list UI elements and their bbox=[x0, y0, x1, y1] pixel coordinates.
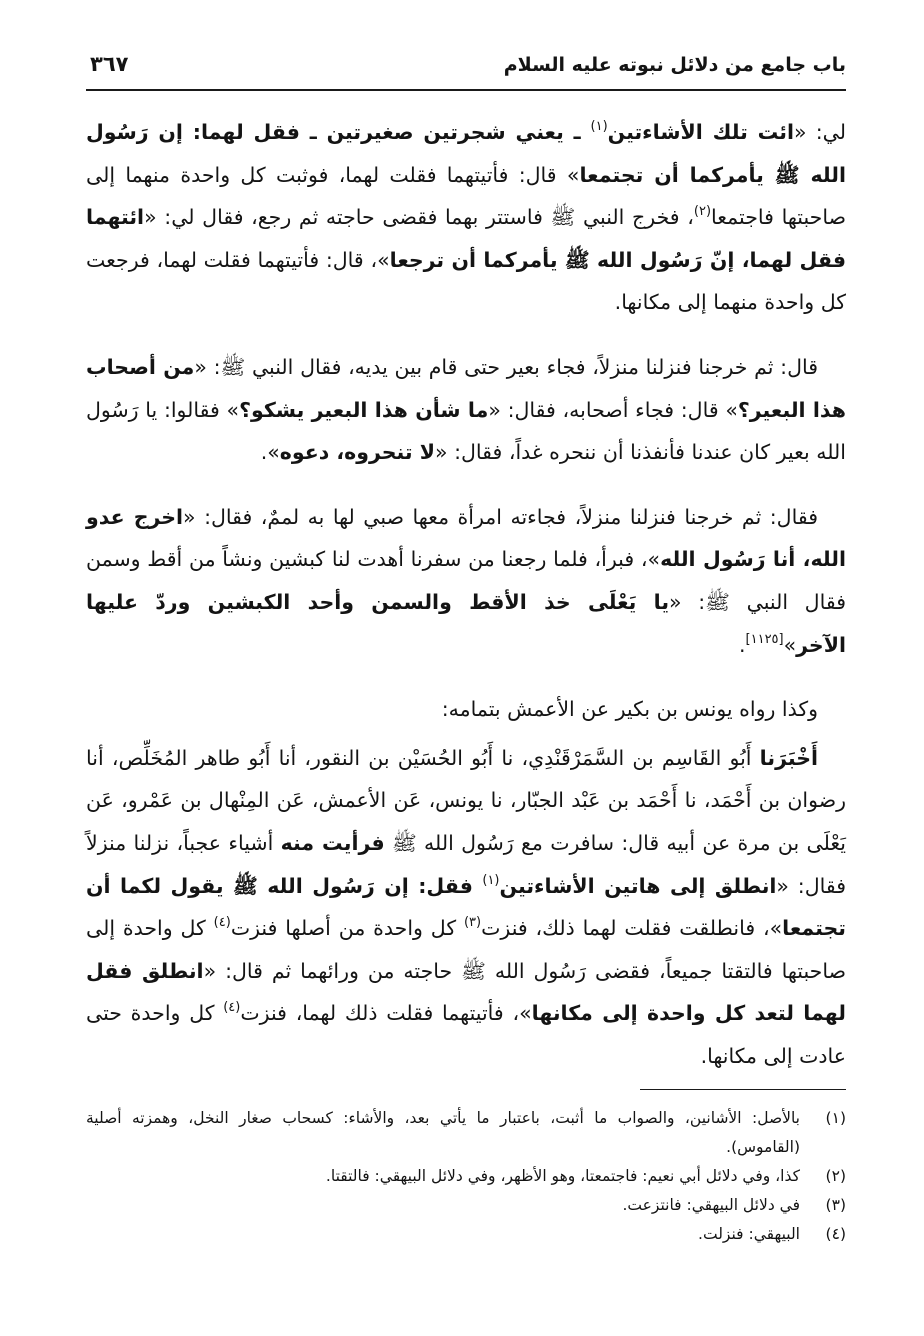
footnote-marker: (١) bbox=[482, 872, 500, 888]
text-run: ». bbox=[260, 440, 280, 465]
footnote bbox=[86, 1104, 846, 1162]
footnote-rule bbox=[640, 1089, 846, 1090]
paragraph bbox=[86, 688, 846, 731]
footnote-number: (١) bbox=[825, 1109, 846, 1127]
footnotes bbox=[86, 1104, 846, 1249]
footnote-text: بالأصل: الأشانين، والصواب ما أثبت، باعتبار ما يأتي بعد، والأشاء: كسحاب صغار النخل، وهمزته أصلية (القاموس). bbox=[86, 1109, 800, 1156]
footnote-marker: (٤) bbox=[223, 1000, 241, 1016]
emphasized-text: ـ يعني شجرتين صغيرتين ـ فقل لهما: إن رَسُول الله ﷺ يأمركما أن تجتمعا bbox=[86, 120, 846, 187]
footnote bbox=[86, 1162, 846, 1191]
text-run: كل واحدة إلى صاحبتها فالتقتا جميعاً، فقضى رَسُول الله ﷺ حاجته من ورائهما ثم قال: « bbox=[86, 916, 847, 983]
paragraph bbox=[86, 737, 846, 1078]
emphasized-text: انطلق فقل لهما لتعد كل واحدة إلى مكانها bbox=[86, 958, 846, 1026]
emphasized-text: انطلق إلى هاتين الأشاءتين bbox=[499, 873, 777, 898]
emphasized-text: ائت تلك الأشاءتين bbox=[607, 120, 795, 144]
text-run: وكذا رواه يونس بن بكير عن الأعمش بتمامه: bbox=[441, 697, 818, 722]
paragraph bbox=[86, 346, 846, 474]
text-run: » bbox=[783, 632, 797, 657]
text-run: فقال: ثم خرجنا فنزلنا منزلاً، فجاءته امرأة معها صبي لها به لممٌ، فقال: « bbox=[183, 504, 818, 529]
emphasized-text: لا تنحروه، دعوه bbox=[279, 440, 436, 465]
text-run: لي: « bbox=[794, 120, 846, 144]
footnote bbox=[86, 1191, 846, 1220]
text-run: »، فأتيتهما فقلت ذلك لهما، فنزت bbox=[240, 1001, 532, 1026]
emphasized-text: يا يَعْلَى خذ الأقط والسمن وأحد الكبشين وردّ عليها الآخر bbox=[86, 589, 846, 657]
text-run: كل واحدة من أصلها فنزت bbox=[230, 916, 464, 941]
paragraph bbox=[86, 111, 846, 324]
text-run: »، فبرأ، فلما رجعنا من سفرنا أهدت لنا كبشين ونشاً من أقط وسمن فقال النبي ﷺ: « bbox=[86, 547, 846, 614]
text-run: »، قال: فأتيتهما فقلت لهما، فرجعت كل واحدة منهما إلى مكانها. bbox=[86, 247, 846, 315]
footnote-number: (٢) bbox=[825, 1167, 846, 1185]
text-run: » قال: فأتيتهما فقلت لهما، فوثبت كل واحدة منهما إلى صاحبتها فاجتمعا bbox=[86, 162, 846, 230]
text-run: أَبُو القَاسِم بن السَّمَرْقَنْدِي، نا أَبُو الحُسَيْن بن النقور، أنا أَبُو طاهر المُخَلِّص، أنا رضوان بن أَحْمَد، نا أَحْمَد بن عَبْد الجبّار، نا يونس، عَن الأعمش، عَن المِنْهال بن عَمْرو، عَن يَعْلَى بن مرة عن أبيه قال: سافرت مع رَسُول الله ﷺ bbox=[86, 745, 847, 855]
page-number: ٣٦٧ bbox=[90, 52, 129, 76]
text-run: »، فانطلقت فقلت لهما ذلك، فنزت bbox=[481, 916, 783, 941]
footnote-marker: (٢) bbox=[693, 204, 712, 220]
emphasized-text: أَخْبَرَنا bbox=[759, 745, 818, 770]
emphasized-text: فقل: إن رَسُول الله ﷺ يقول لكما أن تجتمعا bbox=[86, 873, 846, 941]
emphasized-text: ائتهما فقل لهما، إنّ رَسُول الله ﷺ يأمركما أن ترجعا bbox=[86, 205, 846, 272]
text-run: أشياء عجباً، نزلنا منزلاً فقال: « bbox=[86, 830, 847, 898]
footnote-marker: [١١٢٥] bbox=[745, 631, 784, 647]
footnote-text: كذا، وفي دلائل أبي نعيم: فاجتمعتا، وهو الأظهر، وفي دلائل البيهقي: فالتقتا. bbox=[325, 1167, 800, 1185]
emphasized-text: ما شأن هذا البعير يشكو؟ bbox=[239, 397, 489, 422]
emphasized-text: من أصحاب هذا البعير؟ bbox=[86, 354, 846, 422]
text-run: » قال: فجاء أصحابه، فقال: « bbox=[488, 397, 738, 422]
footnote bbox=[86, 1220, 846, 1249]
text-run: قال: ثم خرجنا فنزلنا منزلاً، فجاء بعير حتى قام بين يديه، فقال النبي ﷺ: « bbox=[194, 354, 819, 379]
footnote-number: (٤) bbox=[825, 1225, 846, 1243]
text-run: . bbox=[739, 632, 746, 657]
footnote-marker: (٣) bbox=[463, 915, 482, 931]
text-run: كل واحدة حتى عادت إلى مكانها. bbox=[86, 1001, 846, 1068]
text-run: ، فخرج النبي ﷺ فاستتر بهما فقضى حاجته ثم رجع، فقال لي: « bbox=[144, 205, 694, 230]
main-text bbox=[86, 111, 846, 1083]
emphasized-text: فرأيت منه bbox=[280, 830, 385, 855]
text-run: » فقالوا: يا رَسُول الله بعير كان عندنا فأنفذنا أن ننحره غداً، فقال: « bbox=[86, 397, 846, 465]
emphasized-text: اخرج عدو الله، أنا رَسُول الله bbox=[86, 504, 846, 572]
footnote-text: في دلائل البيهقي: فانتزعت. bbox=[622, 1196, 800, 1214]
paragraph bbox=[86, 496, 846, 666]
footnote-marker: (١) bbox=[590, 119, 608, 134]
footnote-text: البيهقي: فنزلت. bbox=[698, 1225, 800, 1243]
header-rule bbox=[86, 89, 846, 91]
footnote-marker: (٤) bbox=[213, 915, 231, 931]
running-header bbox=[86, 40, 846, 90]
footnote-number: (٣) bbox=[825, 1196, 846, 1214]
chapter-title: باب جامع من دلائل نبوته عليه السلام bbox=[503, 54, 846, 76]
